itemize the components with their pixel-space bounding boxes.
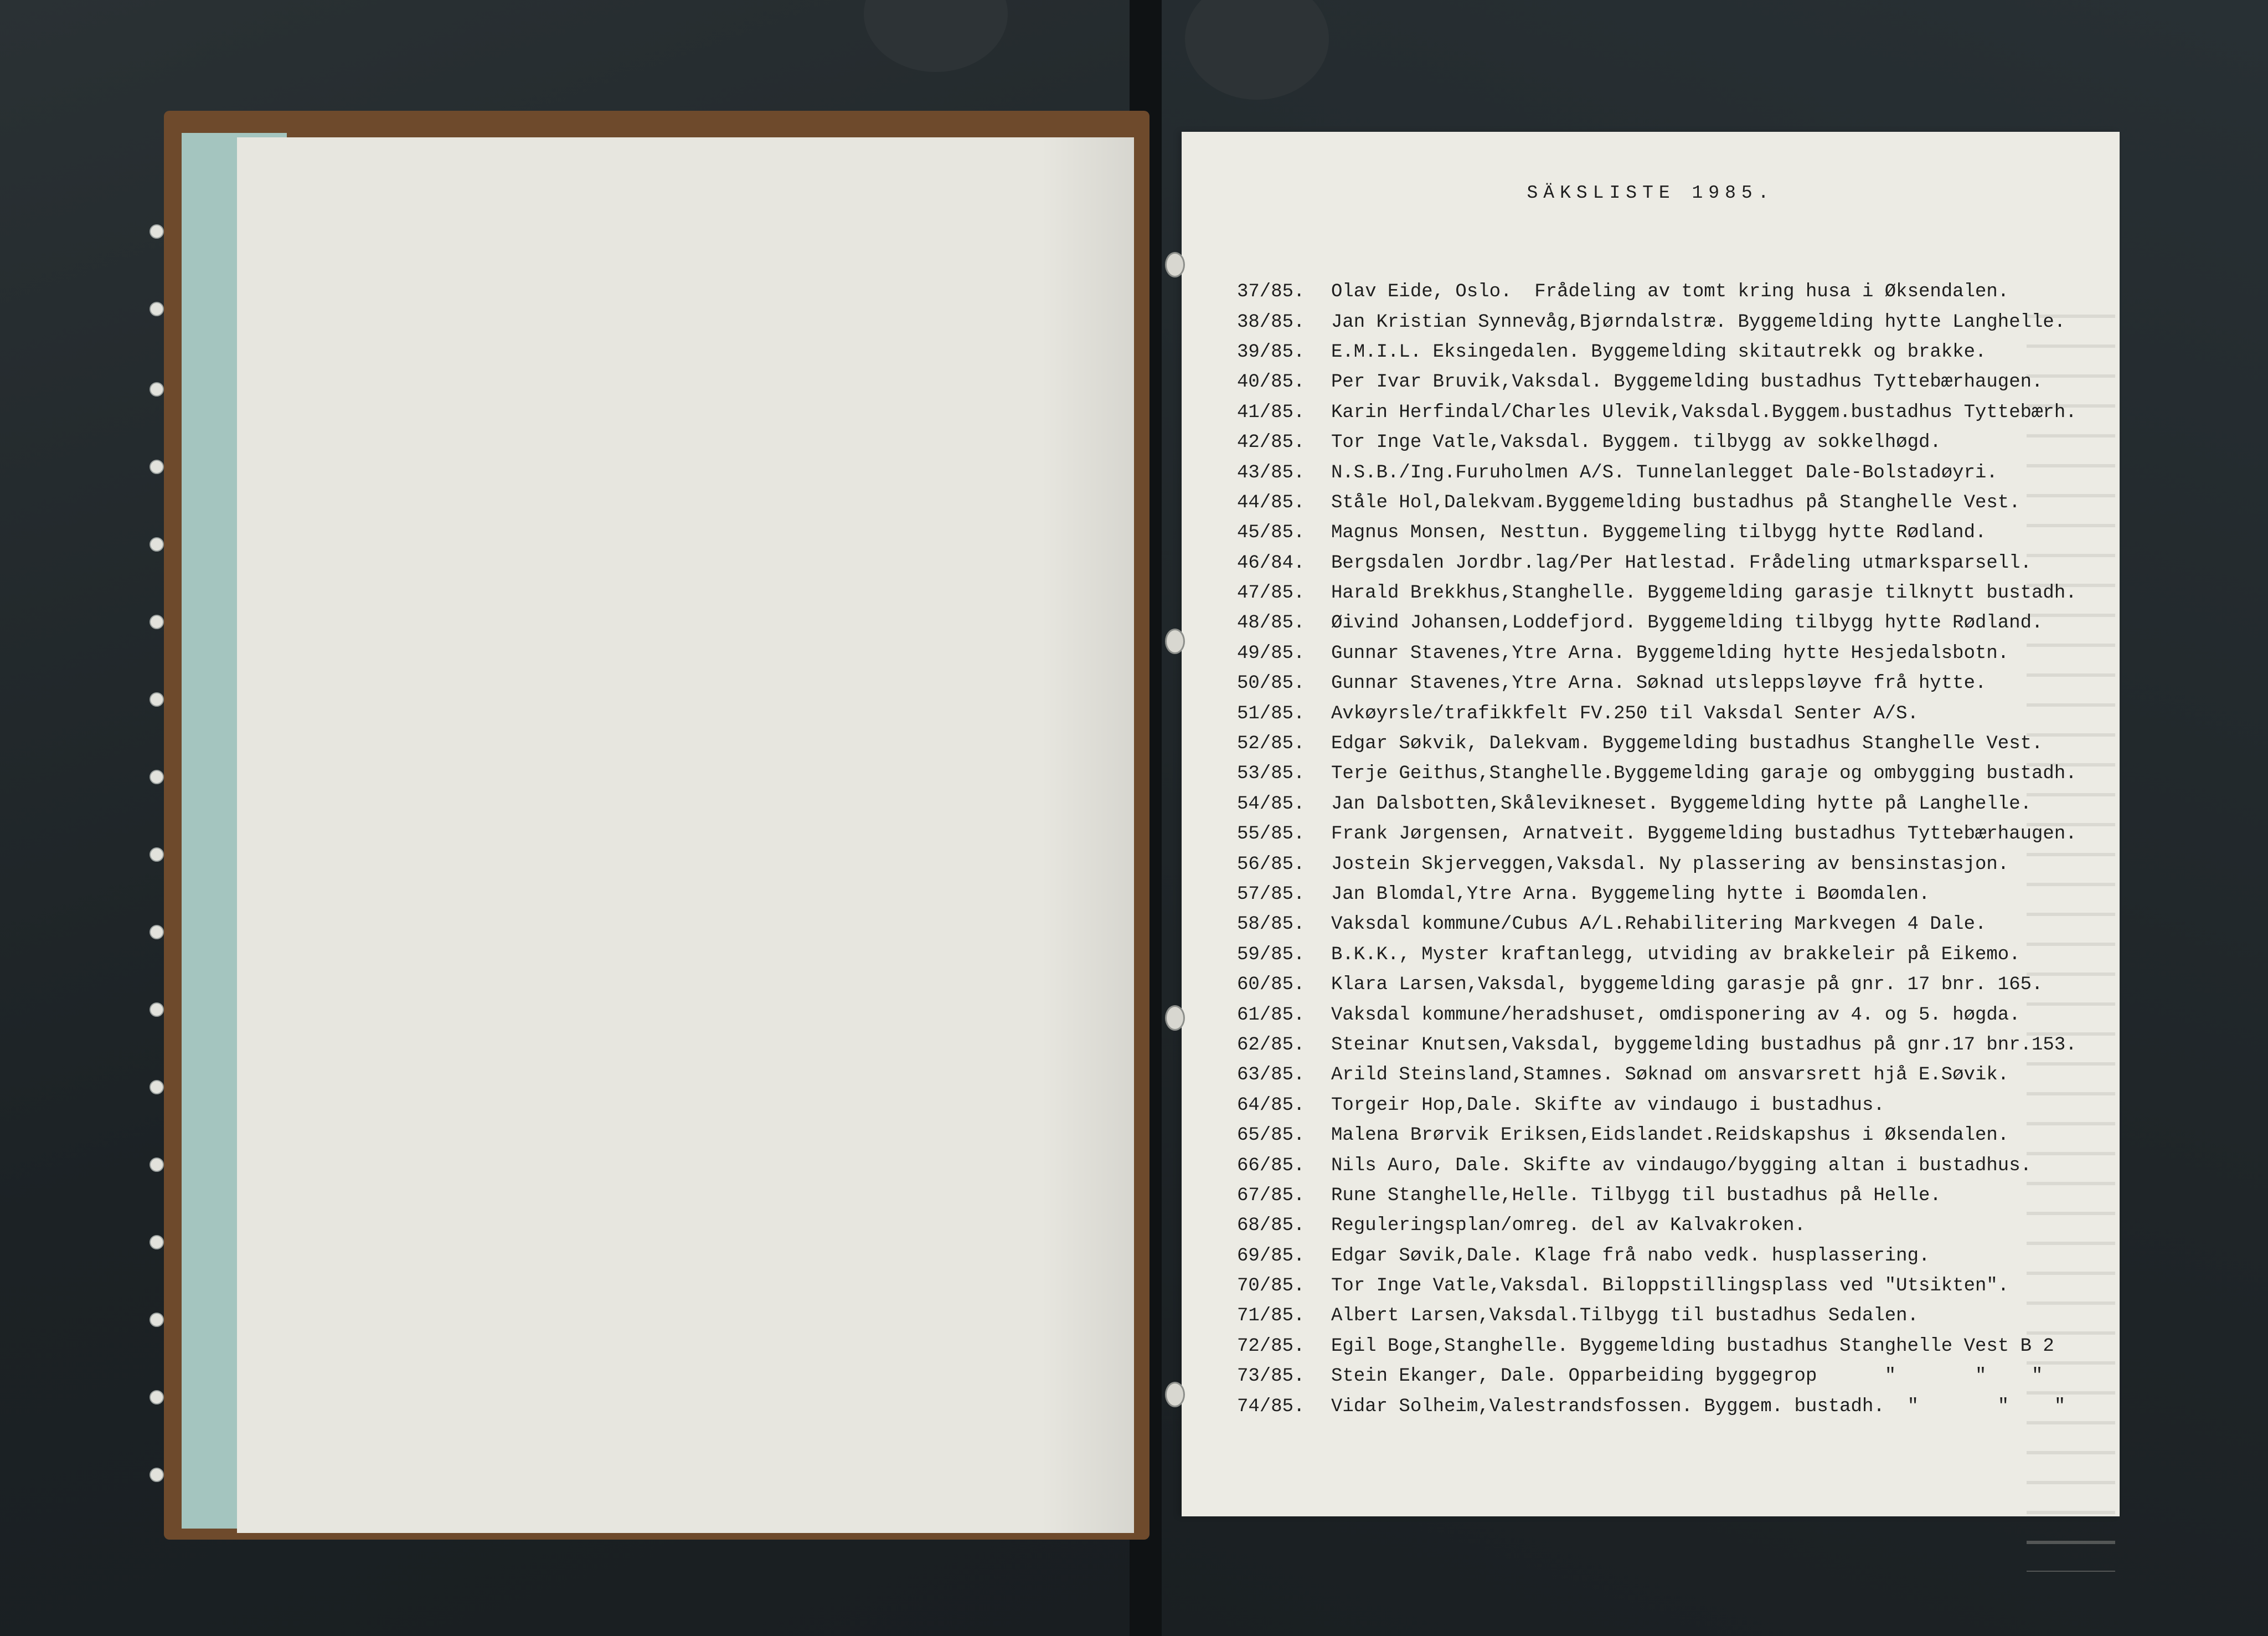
case-description: Tor Inge Vatle,Vaksdal. Byggem. tilbygg av sokkelhøgd. (1331, 432, 1941, 454)
list-item (1237, 909, 2117, 939)
binder-ring-hole (150, 1080, 164, 1094)
case-description: Tor Inge Vatle,Vaksdal. Biloppstillingsplass ved "Utsikten". (1331, 1275, 2009, 1297)
binder-ring-hole (150, 847, 164, 862)
list-item (1237, 1120, 2117, 1150)
list-item (1237, 1241, 2117, 1271)
case-number: 37/85. (1237, 281, 1305, 303)
case-number: 64/85. (1237, 1094, 1305, 1116)
page-title: SÄKSLISTE 1985. (1527, 183, 1775, 203)
case-description: Per Ivar Bruvik,Vaksdal. Byggemelding bustadhus Tyttebærhaugen. (1331, 372, 2043, 393)
list-item (1237, 1000, 2117, 1030)
list-item (1237, 1211, 2117, 1241)
list-item (1237, 1030, 2117, 1060)
case-number: 74/85. (1237, 1396, 1305, 1417)
list-item (1237, 398, 2117, 428)
case-number: 40/85. (1237, 372, 1305, 393)
list-item (1237, 639, 2117, 668)
binder-ring-hole (150, 460, 164, 474)
list-item (1237, 1301, 2117, 1331)
case-description: Vaksdal kommune/heradshuset, omdisponering av 4. og 5. høgda. (1331, 1004, 2020, 1026)
list-item (1237, 277, 2117, 307)
case-description: B.K.K., Myster kraftanlegg, utviding av brakkeleir på Eikemo. (1331, 944, 2020, 965)
list-item (1237, 940, 2117, 970)
case-number: 56/85. (1237, 853, 1305, 875)
list-item (1237, 879, 2117, 909)
case-number: 50/85. (1237, 673, 1305, 694)
binder-ring-hole (150, 925, 164, 939)
list-item (1237, 608, 2117, 638)
binder-ring-hole (150, 1157, 164, 1172)
case-description: Ståle Hol,Dalekvam.Byggemelding bustadhus på Stanghelle Vest. (1331, 492, 2020, 513)
case-description: Klara Larsen,Vaksdal, byggemelding garasje på gnr. 17 bnr. 165. (1331, 974, 2043, 996)
case-number: 69/85. (1237, 1245, 1305, 1267)
punch-hole (1165, 629, 1185, 654)
list-item (1237, 1150, 2117, 1180)
case-number: 38/85. (1237, 311, 1305, 333)
case-number: 59/85. (1237, 944, 1305, 965)
list-item (1237, 337, 2117, 367)
case-description: Jan Blomdal,Ytre Arna. Byggemeling hytte i Bøomdalen. (1331, 884, 1930, 905)
case-description: Gunnar Stavenes,Ytre Arna. Byggemelding hytte Hesjedalsbotn. (1331, 642, 2009, 664)
list-item (1237, 849, 2117, 879)
case-number: 42/85. (1237, 432, 1305, 454)
case-description: Vidar Solheim,Valestrandsfossen. Byggem. bustadh. " " " (1331, 1396, 2066, 1417)
left-page-shadow (1041, 137, 1134, 1533)
case-number: 55/85. (1237, 824, 1305, 845)
punch-hole (1165, 1382, 1185, 1407)
list-item (1237, 578, 2117, 608)
case-description: Avkøyrsle/trafikkfelt FV.250 til Vaksdal Senter A/S. (1331, 703, 1919, 724)
binder-ring-hole (150, 537, 164, 552)
case-description: N.S.B./Ing.Furuholmen A/S. Tunnelanlegget Dale-Bolstadøyri. (1331, 462, 1998, 483)
list-item (1237, 548, 2117, 578)
case-number: 72/85. (1237, 1335, 1305, 1357)
list-item (1237, 1181, 2117, 1211)
case-description: Arild Steinsland,Stamnes. Søknad om ansvarsrett hjå E.Søvik. (1331, 1064, 2009, 1086)
list-item (1237, 518, 2117, 548)
case-description: Rune Stanghelle,Helle. Tilbygg til bustadhus på Helle. (1331, 1185, 1941, 1206)
case-description: Stein Ekanger, Dale. Opparbeiding byggegrop " " " (1331, 1366, 2043, 1387)
case-description: Edgar Søkvik, Dalekvam. Byggemelding bustadhus Stanghelle Vest. (1331, 733, 2043, 755)
list-item (1237, 819, 2117, 849)
case-description: Øivind Johansen,Loddefjord. Byggemelding tilbygg hytte Rødland. (1331, 613, 2043, 634)
left-page (237, 137, 1134, 1533)
list-item (1237, 970, 2117, 1000)
binder-ring-hole (150, 692, 164, 707)
case-description: Torgeir Hop,Dale. Skifte av vindaugo i bustadhus. (1331, 1094, 1885, 1116)
case-description: Terje Geithus,Stanghelle.Byggemelding garaje og ombygging bustadh. (1331, 763, 2077, 785)
document-page (1182, 132, 2120, 1516)
case-number: 41/85. (1237, 402, 1305, 423)
case-number: 54/85. (1237, 793, 1305, 815)
case-number: 71/85. (1237, 1305, 1305, 1327)
case-description: Olav Eide, Oslo. Frådeling av tomt kring husa i Øksendalen. (1331, 281, 2009, 303)
case-number: 48/85. (1237, 613, 1305, 634)
case-description: Karin Herfindal/Charles Ulevik,Vaksdal.Byggem.bustadhus Tyttebærh. (1331, 402, 2077, 423)
binder-ring-hole (150, 302, 164, 316)
list-item (1237, 1060, 2117, 1090)
case-number: 52/85. (1237, 733, 1305, 755)
punch-hole (1165, 1005, 1185, 1031)
binder-ring-hole (150, 1002, 164, 1017)
case-number: 49/85. (1237, 642, 1305, 664)
case-number: 57/85. (1237, 884, 1305, 905)
case-description: Steinar Knutsen,Vaksdal, byggemelding bustadhus på gnr.17 bnr.153. (1331, 1034, 2077, 1056)
binder-ring-hole (150, 1390, 164, 1405)
case-number: 58/85. (1237, 914, 1305, 935)
binder-ring-hole (150, 770, 164, 784)
list-item (1237, 307, 2117, 337)
case-number: 39/85. (1237, 341, 1305, 363)
case-description: Harald Brekkhus,Stanghelle. Byggemelding garasje tilknytt bustadh. (1331, 583, 2077, 604)
case-number: 73/85. (1237, 1366, 1305, 1387)
list-item (1237, 729, 2117, 759)
case-description: Malena Brørvik Eriksen,Eidslandet.Reidskapshus i Øksendalen. (1331, 1125, 2009, 1146)
case-number: 53/85. (1237, 763, 1305, 785)
case-number: 46/84. (1237, 552, 1305, 574)
punch-hole (1165, 252, 1185, 277)
case-number: 61/85. (1237, 1004, 1305, 1026)
case-number: 67/85. (1237, 1185, 1305, 1206)
case-number: 60/85. (1237, 974, 1305, 996)
case-number: 51/85. (1237, 703, 1305, 724)
case-number: 45/85. (1237, 522, 1305, 544)
list-item (1237, 759, 2117, 789)
case-description: Jan Dalsbotten,Skålevikneset. Byggemelding hytte på Langhelle. (1331, 793, 2032, 815)
list-item (1237, 367, 2117, 397)
binder-ring-hole (150, 382, 164, 397)
case-description: Frank Jørgensen, Arnatveit. Byggemelding bustadhus Tyttebærhaugen. (1331, 824, 2077, 845)
case-description: Reguleringsplan/omreg. del av Kalvakroken. (1331, 1215, 1806, 1237)
case-description: E.M.I.L. Eksingedalen. Byggemelding skitautrekk og brakke. (1331, 341, 1987, 363)
case-description: Egil Boge,Stanghelle. Byggemelding bustadhus Stanghelle Vest B 2 (1331, 1335, 2054, 1357)
list-item (1237, 698, 2117, 728)
case-number: 62/85. (1237, 1034, 1305, 1056)
case-description: Bergsdalen Jordbr.lag/Per Hatlestad. Frådeling utmarksparsell. (1331, 552, 2032, 574)
case-description: Gunnar Stavenes,Ytre Arna. Søknad utsleppsløyve frå hytte. (1331, 673, 1987, 694)
case-description: Jostein Skjerveggen,Vaksdal. Ny plassering av bensinstasjon. (1331, 853, 2009, 875)
binder-ring-hole (150, 1468, 164, 1482)
case-number: 70/85. (1237, 1275, 1305, 1297)
case-number: 43/85. (1237, 462, 1305, 483)
list-item (1237, 1331, 2117, 1361)
case-number: 68/85. (1237, 1215, 1305, 1237)
list-item (1237, 1391, 2117, 1421)
binder-ring-hole (150, 1235, 164, 1249)
binder-ring-hole (150, 224, 164, 239)
binder-ring-hole (150, 1313, 164, 1327)
list-item (1237, 488, 2117, 518)
case-description: Albert Larsen,Vaksdal.Tilbygg til bustadhus Sedalen. (1331, 1305, 1919, 1327)
case-description: Vaksdal kommune/Cubus A/L.Rehabilitering Markvegen 4 Dale. (1331, 914, 1987, 935)
list-item (1237, 457, 2117, 487)
case-description: Magnus Monsen, Nesttun. Byggemeling tilbygg hytte Rødland. (1331, 522, 1987, 544)
case-number: 66/85. (1237, 1155, 1305, 1176)
list-item (1237, 1090, 2117, 1120)
case-description: Nils Auro, Dale. Skifte av vindaugo/bygging altan i bustadhus. (1331, 1155, 2032, 1176)
case-list (1237, 277, 2117, 1422)
list-item (1237, 668, 2117, 698)
case-description: Jan Kristian Synnevåg,Bjørndalstræ. Byggemelding hytte Langhelle. (1331, 311, 2066, 333)
list-item (1237, 428, 2117, 457)
case-description: Edgar Søvik,Dale. Klage frå nabo vedk. husplassering. (1331, 1245, 1930, 1267)
case-number: 63/85. (1237, 1064, 1305, 1086)
list-item (1237, 1361, 2117, 1391)
case-number: 47/85. (1237, 583, 1305, 604)
list-item (1237, 789, 2117, 819)
case-number: 65/85. (1237, 1125, 1305, 1146)
case-number: 44/85. (1237, 492, 1305, 513)
list-item (1237, 1271, 2117, 1301)
binder-ring-hole (150, 615, 164, 629)
